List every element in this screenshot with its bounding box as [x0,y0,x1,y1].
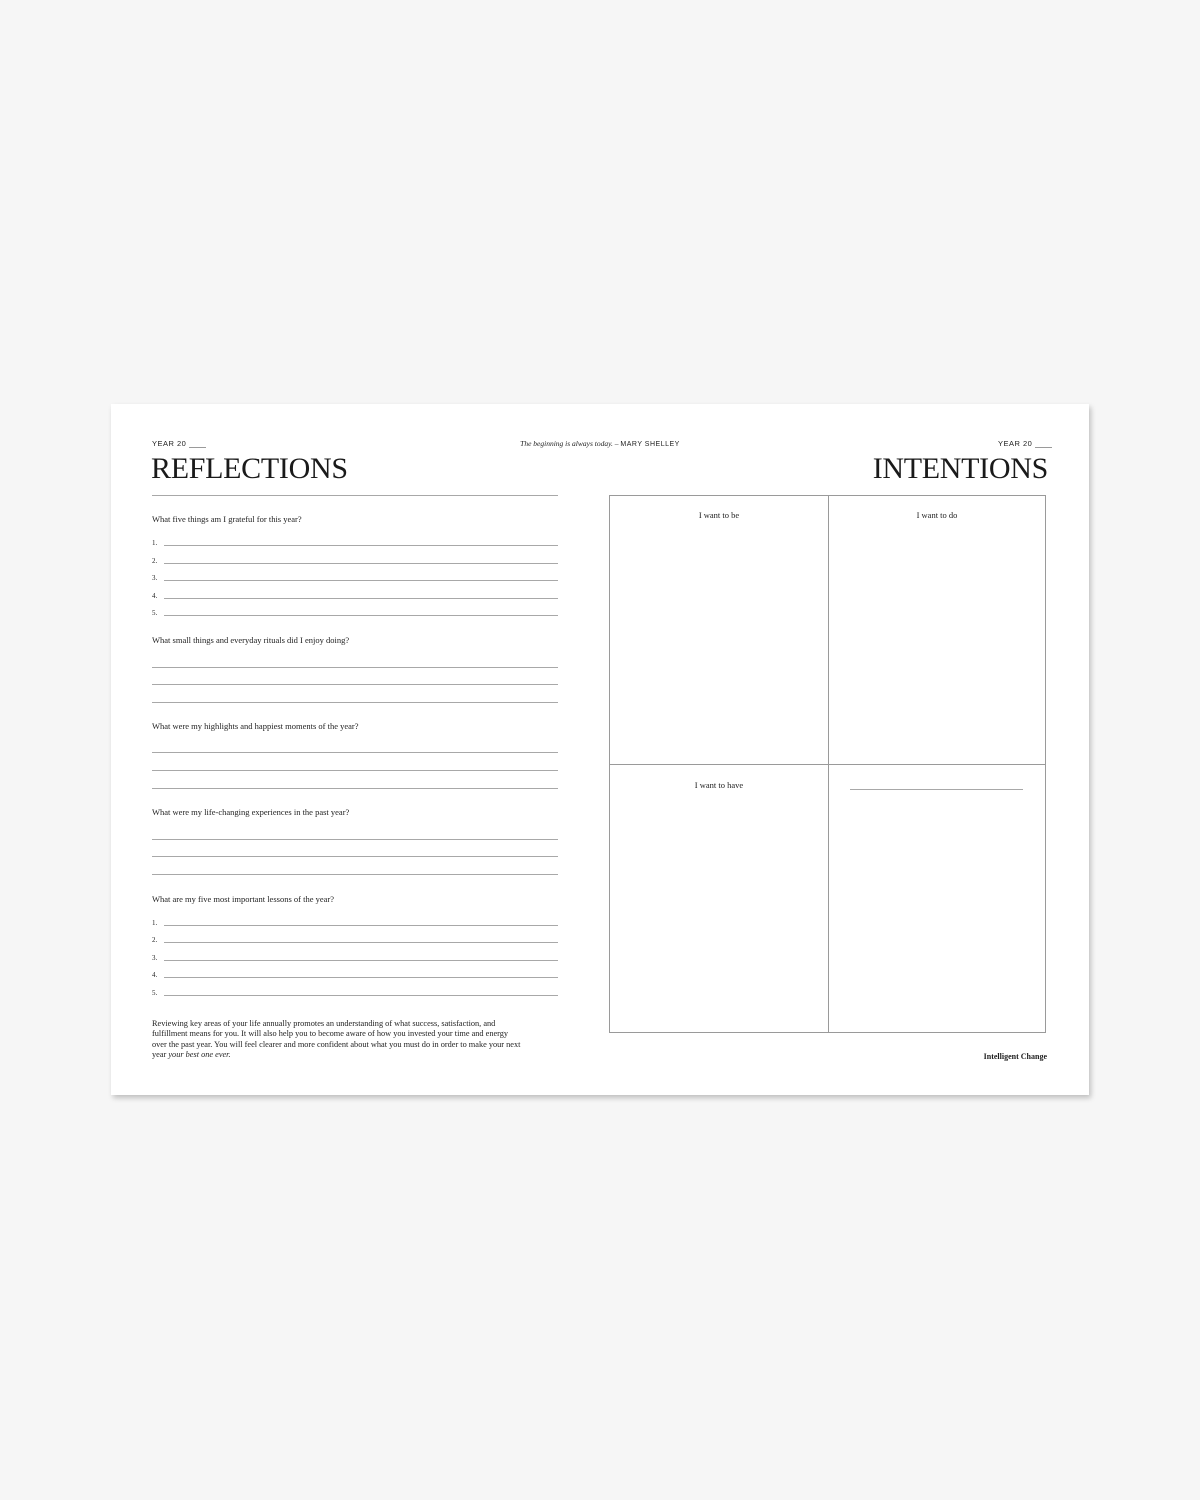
answer-line[interactable] [164,925,558,926]
custom-label-line[interactable] [850,789,1023,790]
answer-line[interactable] [164,977,558,978]
title-divider [152,495,558,496]
reflections-description [152,1019,524,1060]
answer-line[interactable] [164,545,558,546]
answer-line[interactable] [152,702,558,703]
journal-page [111,404,1089,1095]
quote [111,439,1089,448]
answer-line[interactable] [164,960,558,961]
cell-label-be: I want to be [698,510,740,520]
answer-line[interactable] [164,580,558,581]
quote-dash: – [612,439,621,448]
list-number: 2. [152,936,158,944]
list-number: 1. [152,919,158,927]
intentions-title: INTENTIONS [872,452,1048,485]
answer-line[interactable] [152,770,558,771]
answer-line[interactable] [152,856,558,857]
reflections-title: REFLECTIONS [151,452,348,485]
answer-line[interactable] [164,995,558,996]
answer-line[interactable] [152,874,558,875]
cell-label-do: I want to do [916,510,958,520]
question-life-changing: What were my life-changing experiences in the past year? [152,807,350,817]
answer-line[interactable] [164,942,558,943]
answer-line[interactable] [152,684,558,685]
list-number: 1. [152,539,158,547]
year-label-right [998,439,1052,448]
answer-line[interactable] [164,598,558,599]
quote-author: MARY SHELLEY [620,441,680,448]
list-number: 5. [152,609,158,617]
question-lessons: What are my five most important lessons of the year? [152,894,334,904]
list-number: 4. [152,971,158,979]
grid-divider-horizontal [610,764,1045,765]
answer-line[interactable] [152,667,558,668]
description-emphasis: your best one ever. [168,1049,231,1059]
question-grateful: What five things am I grateful for this year? [152,514,302,524]
year-blank-field[interactable] [1035,446,1052,448]
brand-logo: Intelligent Change [983,1052,1047,1061]
intentions-grid [609,495,1046,1033]
list-number: 5. [152,989,158,997]
answer-line[interactable] [164,563,558,564]
quote-text: The beginning is always today. [520,439,613,448]
description-text: Reviewing key areas of your life annually promotes an understanding of what success, satisfaction, and fulfillment means for you. It will also help you to become aware of how you invested your time and energy over the past year. You will feel clearer and more confident about what you must do in order to make your next year [152,1019,521,1059]
list-number: 4. [152,592,158,600]
answer-line[interactable] [152,839,558,840]
cell-label-have: I want to have [694,780,744,790]
question-rituals: What small things and everyday rituals did I enjoy doing? [152,635,350,645]
answer-line[interactable] [152,788,558,789]
year-text: YEAR 20 [998,439,1033,448]
answer-line[interactable] [152,752,558,753]
answer-line[interactable] [164,615,558,616]
question-highlights: What were my highlights and happiest moments of the year? [152,721,359,731]
year-text: YEAR 20 [152,439,187,448]
list-number: 2. [152,557,158,565]
list-number: 3. [152,574,158,582]
list-number: 3. [152,954,158,962]
